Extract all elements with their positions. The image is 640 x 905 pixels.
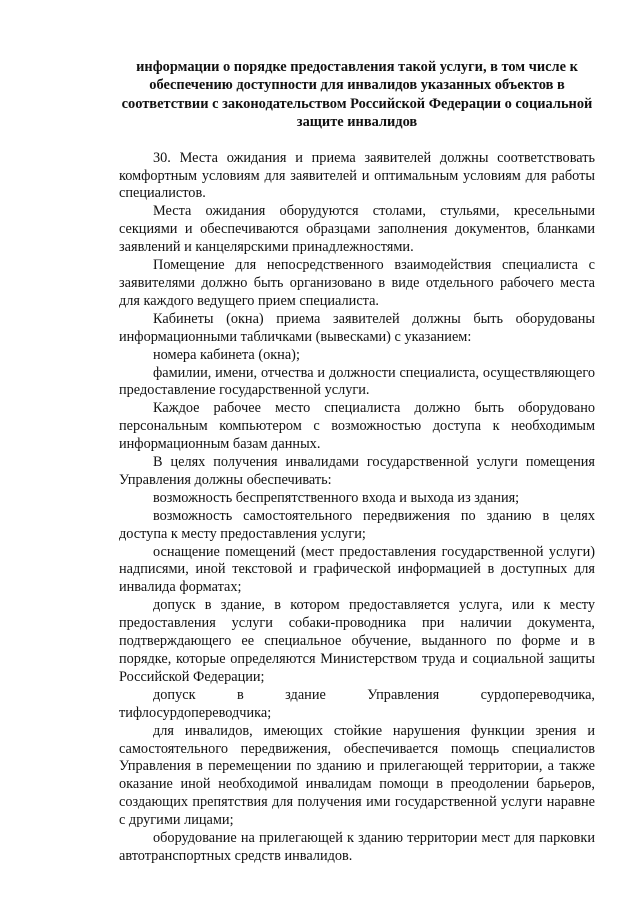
list-item-signage: оснащение помещений (мест предоставления государственной услуги) надписями, иной текстовой и графической информацией в доступных для инвалида форматах;: [119, 543, 595, 596]
paragraph-accessibility: В целях получения инвалидами государственной услуги помещения Управления должны обеспечивать:: [119, 454, 595, 488]
list-item-specialist-name: фамилии, имени, отчества и должности специалиста, осуществляющего предоставление государственной услуги.: [119, 364, 595, 399]
list-item-interpreter: допуск в здание Управления сурдопереводчика, тифлосурдопереводчика;: [119, 686, 595, 721]
list-item-office-number: номера кабинета (окна);: [153, 346, 300, 363]
paragraph-workplace: Помещение для непосредственного взаимодействия специалиста с заявителями должно быть организовано в виде отдельного рабочего места для каждого ведущего прием специалиста.: [119, 257, 595, 309]
paragraph-computer: Каждое рабочее место специалиста должно быть оборудовано персональным компьютером с возможностью доступа к необходимым информационным базам данных.: [119, 400, 595, 453]
paragraph-offices: Кабинеты (окна) приема заявителей должны быть оборудованы информационными табличками (вывесками) с указанием:: [119, 310, 595, 345]
list-item-entrance: возможность беспрепятственного входа и выхода из здания;: [153, 489, 520, 506]
list-item-assistance: для инвалидов, имеющих стойкие нарушения функции зрения и самостоятельного передвижения, обеспечивается помощь специалистов Управления в перемещении по зданию и прилегающей территории, а также оказание иной необходимой инвалидам помощи в преодолении барьеров, создающих препятствия для получения ими государственной услуги наравне с другими лицами;: [119, 722, 595, 829]
list-item-guide-dog: допуск в здание, в котором предоставляется услуга, или к месту предоставления услуги собаки-проводника при наличии документа, подтверждающего ее специальное обучение, выданного по форме и в порядке, которые определяются Министерством труда и социальной защиты Российской Федерации;: [119, 597, 595, 685]
list-item-parking: оборудование на прилегающей к зданию территории мест для парковки автотранспортных средств инвалидов.: [119, 830, 595, 864]
document-page: [119, 58, 595, 866]
paragraph-waiting-areas: Места ожидания оборудуются столами, стульями, кресельными секциями и обеспечиваются образцами заполнения документов, бланками заявлений и канцелярскими принадлежностями.: [119, 203, 595, 256]
list-item-movement: возможность самостоятельного передвижения по зданию в целях доступа к месту предоставления услуги;: [119, 507, 595, 542]
paragraph-30: 30. Места ожидания и приема заявителей должны соответствовать комфортным условиям для заявителей и оптимальным условиям для работы специалистов.: [119, 149, 595, 202]
section-heading: информации о порядке предоставления такой услуги, в том числе к обеспечению доступности для инвалидов указанных объектов в соответствии с законодательством Российской Федерации о социальной защите инвалидов: [121, 59, 593, 131]
